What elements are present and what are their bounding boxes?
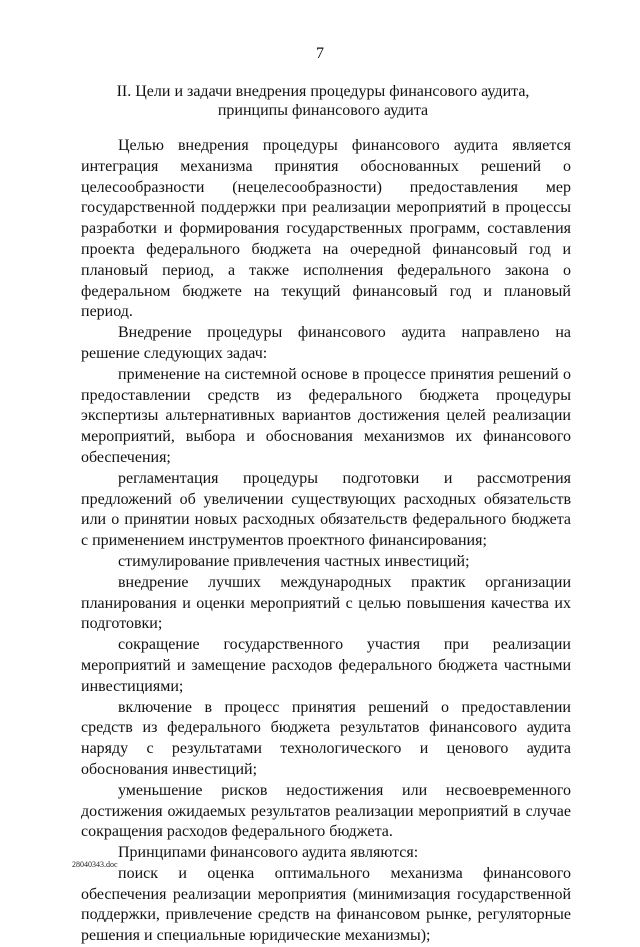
body-paragraph: Целью внедрения процедуры финансового аудита является интеграция механизма принятия обоснованных решений о целесообразности (нецелесообразности) предоставления мер государственной поддержки при реализации мероприятий в процессы разработки и формирования государственных программ, составления проекта федерального бюджета на очередной финансовый год и плановый период, а также исполнения федерального закона о федеральном бюджете на текущий финансовый год и плановый период. <box>81 137 571 321</box>
task-list-item: стимулирование привлечения частных инвестиций; <box>118 552 470 570</box>
principle-list-item: поиск и оценка оптимального механизма финансового обеспечения реализации мероприятия (минимизация государственной поддержки, привлечение средств на финансовом рынке, регуляторные решения и специальные юридические механизмы); <box>81 864 571 945</box>
document-body <box>81 136 571 947</box>
task-list-item: сокращение государственного участия при реализации мероприятий и замещение расходов федерального бюджета частными инвестициями; <box>81 636 571 695</box>
section-title-line: II. Цели и задачи внедрения процедуры финансового аудита, <box>116 83 530 100</box>
task-list-item: уменьшение рисков недостижения или несвоевременного достижения ожидаемых результатов реализации мероприятий в случае сокращения расходов федерального бюджета. <box>81 781 571 841</box>
footer-filename: 28040343.doc <box>72 860 118 869</box>
task-list-item: регламентация процедуры подготовки и рассмотрения предложений об увеличении существующих расходных обязательств или о принятии новых расходных обязательств федерального бюджета с применением инструментов проектного финансирования; <box>81 469 571 550</box>
page-number: 7 <box>316 45 324 62</box>
section-title-line: принципы финансового аудита <box>217 102 429 119</box>
task-list-item: применение на системной основе в процессе принятия решений о предоставлении средств из федерального бюджета процедуры экспертизы альтернативных вариантов достижения целей реализации мероприятий, выбора и обоснования механизмов их финансового обеспечения; <box>81 365 571 466</box>
section-title <box>70 82 576 120</box>
body-paragraph: Принципами финансового аудита являются: <box>118 844 419 862</box>
task-list-item: включение в процесс принятия решений о предоставлении средств из федерального бюджета результатов финансового аудита наряду с результатами технологического и ценового аудита обоснования инвестиций; <box>81 698 571 778</box>
body-paragraph: Внедрение процедуры финансового аудита направлено на решение следующих задач: <box>81 324 571 362</box>
task-list-item: внедрение лучших международных практик организации планирования и оценки мероприятий с целью повышения качества их подготовки; <box>81 573 571 633</box>
